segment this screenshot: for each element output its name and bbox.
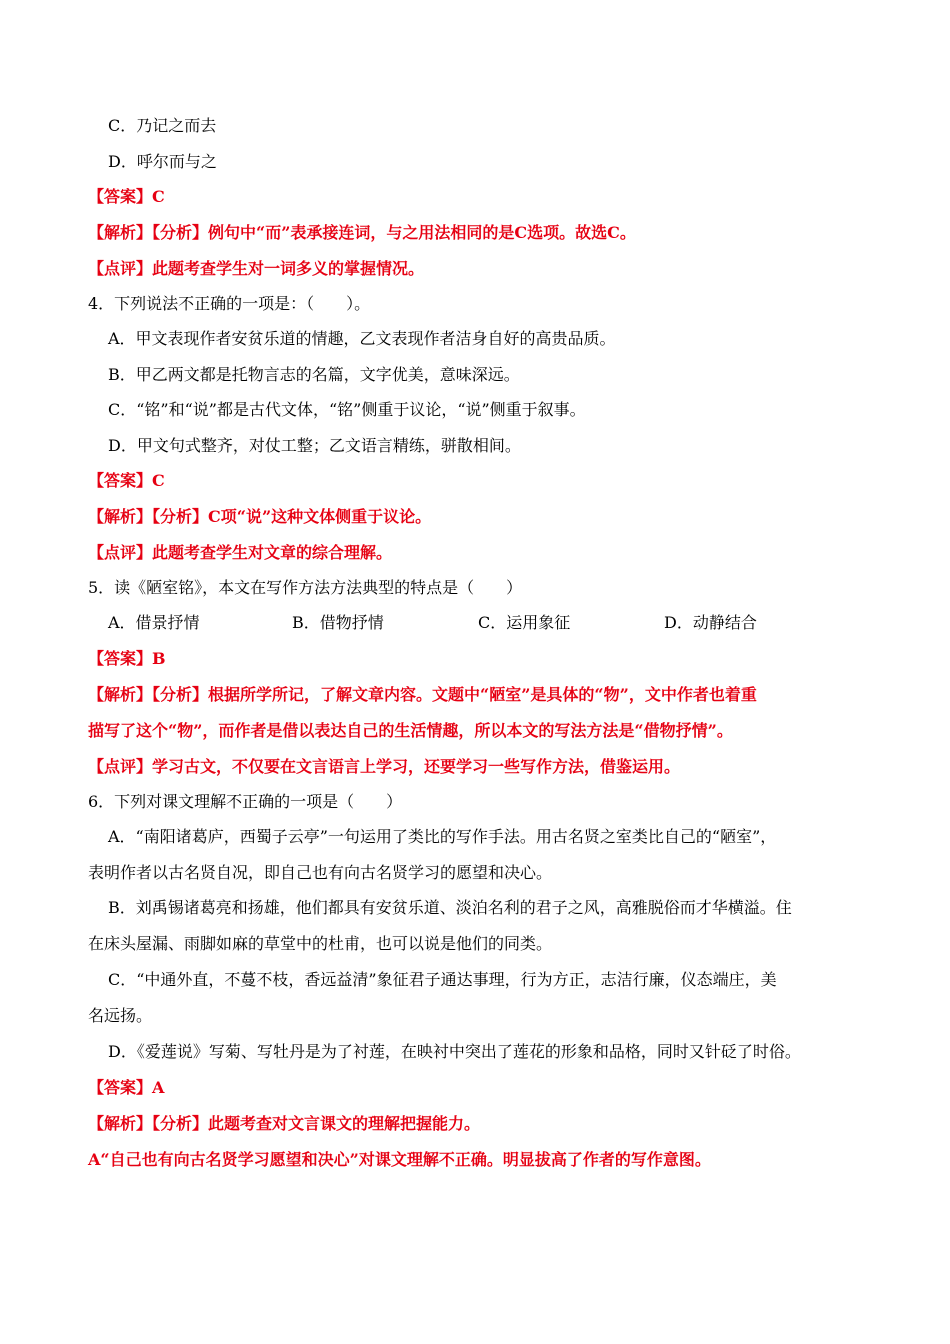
q5-answer: [0, 648, 950, 670]
q4-option-b: B．甲乙两文都是托物言志的名篇，文字优美，意味深远。: [108, 365, 520, 384]
answer-value: C: [152, 471, 165, 490]
q4-answer: [0, 470, 950, 492]
q3-option-d: D．呼尔而与之: [108, 152, 217, 171]
q6-option-d: D．《爱莲说》写菊、写牡丹是为了衬莲，在映衬中突出了莲花的形象和品格，同时又针砭了时俗。: [108, 1042, 801, 1061]
q5-analysis: [0, 684, 950, 706]
analysis-tag: 【解析】【分析】: [88, 507, 209, 526]
q4-option-a: A．甲文表现作者安贫乐道的情趣，乙文表现作者洁身自好的高贵品质。: [108, 329, 616, 348]
answer-value: C: [152, 187, 165, 206]
analysis-text: C项“说”这种文体侧重于议论。: [208, 507, 432, 526]
q5-option-b: B．借物抒情: [292, 613, 384, 632]
answer-value: A: [152, 1078, 165, 1097]
q6-option-c-cont: 名远扬。: [88, 1006, 153, 1025]
analysis-tag: 【解析】【分析】: [88, 685, 209, 704]
q5-option-d: D．动静结合: [664, 613, 757, 632]
comment-tag: 【点评】: [88, 543, 153, 562]
q5-option-c: C．运用象征: [478, 613, 571, 632]
q4-analysis: [0, 506, 950, 528]
comment-text: 此题考查学生对一词多义的掌握情况。: [152, 259, 425, 278]
q6-option-b-cont: 在床头屋漏、雨脚如麻的草堂中的杜甫，也可以说是他们的同类。: [88, 934, 553, 953]
q6-answer: [0, 1077, 950, 1099]
analysis-tag: 【解析】【分析】: [88, 223, 209, 242]
answer-tag: 【答案】: [88, 471, 153, 490]
q6-option-c: C．“中通外直，不蔓不枝，香远益清”象征君子通达事理，行为方正，志洁行廉，仪态端庄，美: [108, 970, 777, 989]
comment-tag: 【点评】: [88, 757, 153, 776]
q3-comment: [0, 258, 950, 280]
q3-answer: [0, 186, 950, 208]
q5-option-a: A．借景抒情: [108, 613, 200, 632]
q6-option-a: A．“南阳诸葛庐，西蜀子云亭”一句运用了类比的写作手法。用古名贤之室类比自己的“陋室”，: [108, 827, 777, 846]
analysis-text: 例句中“而”表承接连词，与之用法相同的是C选项。故选C。: [208, 223, 636, 242]
q5-analysis-cont: 描写了这个“物”，而作者是借以表达自己的生活情趣，所以本文的写法方法是“借物抒情”。: [88, 721, 733, 740]
q6-analysis: [0, 1113, 950, 1135]
analysis-text: 此题考查对文言课文的理解把握能力。: [208, 1114, 481, 1133]
answer-tag: 【答案】: [88, 187, 153, 206]
analysis-text: 根据所学所记，了解文章内容。文题中“陋室”是具体的“物”，文中作者也着重: [208, 685, 757, 704]
q5-comment: [0, 756, 950, 778]
answer-tag: 【答案】: [88, 649, 153, 668]
q3-option-c: C．乃记之而去: [108, 116, 217, 135]
answer-tag: 【答案】: [88, 1078, 153, 1097]
q6-option-b: B．刘禹锡诸葛亮和扬雄，他们都具有安贫乐道、淡泊名利的君子之风，高雅脱俗而才华横溢。住: [108, 898, 792, 917]
analysis-tag: 【解析】【分析】: [88, 1114, 209, 1133]
q4-option-d: D．甲文句式整齐，对仗工整；乙文语言精练，骈散相间。: [108, 436, 521, 455]
answer-value: B: [152, 649, 166, 668]
comment-text: 学习古文，不仅要在文言语言上学习，还要学习一些写作方法，借鉴运用。: [152, 757, 681, 776]
comment-tag: 【点评】: [88, 259, 153, 278]
q4-option-c: C．“铭”和“说”都是古代文体，“铭”侧重于议论，“说”侧重于叙事。: [108, 400, 586, 419]
q6-option-a-cont: 表明作者以古名贤自况，即自己也有向古名贤学习的愿望和决心。: [88, 863, 553, 882]
q6-stem: 6．下列对课文理解不正确的一项是（ ）: [88, 792, 403, 811]
comment-text: 此题考查学生对文章的综合理解。: [152, 543, 393, 562]
q5-stem: 5．读《陋室铭》，本文在写作方法方法典型的特点是（ ）: [88, 578, 523, 597]
q4-comment: [0, 542, 950, 564]
q4-stem: 4．下列说法不正确的一项是：（ ）。: [88, 294, 371, 313]
q6-analysis-cont: A“自己也有向古名贤学习愿望和决心”对课文理解不正确。明显拔高了作者的写作意图。: [88, 1150, 711, 1169]
q3-analysis: [0, 222, 950, 244]
